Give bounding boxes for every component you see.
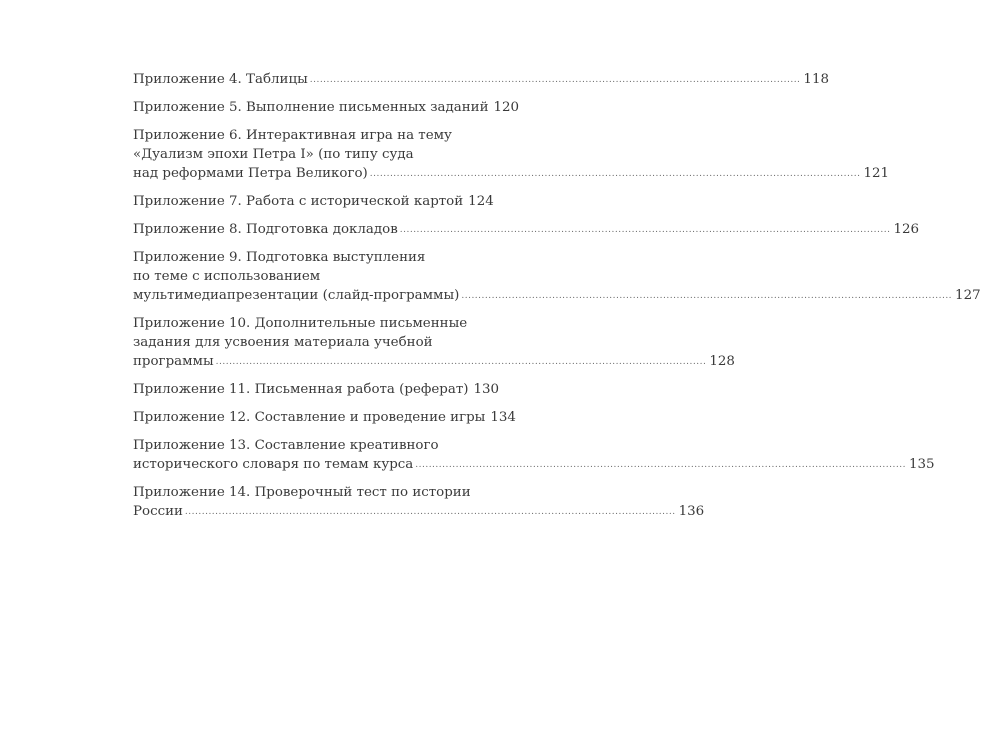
toc-entry-text: Приложение 11. Письменная работа (реферат): [133, 382, 469, 397]
dot-leader: ..................................................................................................................................................: [215, 357, 707, 367]
toc-entry-text: Приложение 4. Таблицы: [133, 72, 308, 87]
toc-entry-text: задания для усвоения материала учебной: [133, 335, 433, 350]
toc-page-number: 127: [955, 288, 981, 303]
toc-page-number: 135: [908, 457, 935, 472]
toc-page-number: 128: [709, 354, 735, 369]
toc-entry-appendix-7: [133, 192, 493, 213]
toc-entry-last-line: [133, 70, 829, 91]
toc-entry-text: исторического словаря по темам курса: [133, 457, 414, 472]
toc-entry-text: Приложение 9. Подготовка выступления: [133, 250, 426, 265]
toc-entry-last-line: [133, 380, 500, 401]
toc-page-number: 121: [863, 166, 890, 181]
toc-entry-text: по теме с использованием: [133, 269, 321, 284]
toc-page-number: 134: [490, 410, 516, 425]
toc-entry-appendix-10: [133, 314, 735, 373]
toc-entry-last-line: [133, 192, 493, 213]
dot-leader: ..................................................................................................................................................: [415, 460, 906, 470]
toc-entry-text: Приложение 13. Составление креативного: [133, 438, 439, 453]
toc-page-number: 136: [678, 504, 705, 519]
toc-entry-text: Приложение 10. Дополнительные письменные: [133, 316, 468, 331]
toc-entry-text: Приложение 14. Проверочный тест по истории: [133, 485, 471, 500]
toc-entry-last-line: [133, 408, 516, 429]
toc-entry-appendix-12: [133, 408, 516, 429]
toc-page-number: 126: [893, 222, 919, 237]
toc-entry-text: программы: [133, 354, 214, 369]
table-of-contents: [133, 70, 981, 530]
toc-entry-text: Приложение 6. Интерактивная игра на тему: [133, 128, 452, 143]
toc-entry-last-line: [133, 502, 705, 523]
toc-entry-text: Приложение 5. Выполнение письменных заданий: [133, 100, 489, 115]
toc-page-number: 120: [493, 100, 520, 115]
toc-entry-appendix-8: [133, 220, 919, 241]
toc-page-number: 130: [473, 382, 500, 397]
toc-entry-text: России: [133, 504, 183, 519]
dot-leader: ..................................................................................................................................................: [399, 225, 891, 235]
toc-entry-last-line: [133, 455, 935, 476]
toc-entry-appendix-14: [133, 483, 705, 523]
toc-entry-text: Приложение 7. Работа с исторической картой: [133, 194, 464, 209]
toc-page-number: 118: [803, 72, 829, 87]
toc-entry-text: Приложение 8. Подготовка докладов: [133, 222, 398, 237]
toc-entry-appendix-9: [133, 248, 981, 307]
toc-page-number: 124: [468, 194, 494, 209]
toc-entry-last-line: [133, 286, 981, 307]
toc-entry-last-line: [133, 98, 520, 119]
toc-entry-text: Приложение 12. Составление и проведение игры: [133, 410, 486, 425]
toc-entry-appendix-4: [133, 70, 829, 91]
toc-entry-text: мультимедиапрезентации (слайд-программы): [133, 288, 460, 303]
toc-entry-text: «Дуализм эпохи Петра I» (по типу суда: [133, 147, 414, 162]
toc-entry-appendix-13: [133, 436, 935, 476]
toc-entry-appendix-5: [133, 98, 520, 119]
toc-entry-text: над реформами Петра Великого): [133, 166, 368, 181]
toc-entry-last-line: [133, 164, 890, 185]
dot-leader: ..................................................................................................................................................: [369, 169, 861, 179]
dot-leader: ..................................................................................................................................................: [461, 291, 953, 301]
dot-leader: ..................................................................................................................................................: [309, 75, 801, 85]
toc-entry-last-line: [133, 352, 735, 373]
toc-entry-appendix-6: [133, 126, 890, 185]
toc-entry-last-line: [133, 220, 919, 241]
toc-entry-appendix-11: [133, 380, 500, 401]
dot-leader: ..................................................................................................................................................: [184, 507, 676, 517]
